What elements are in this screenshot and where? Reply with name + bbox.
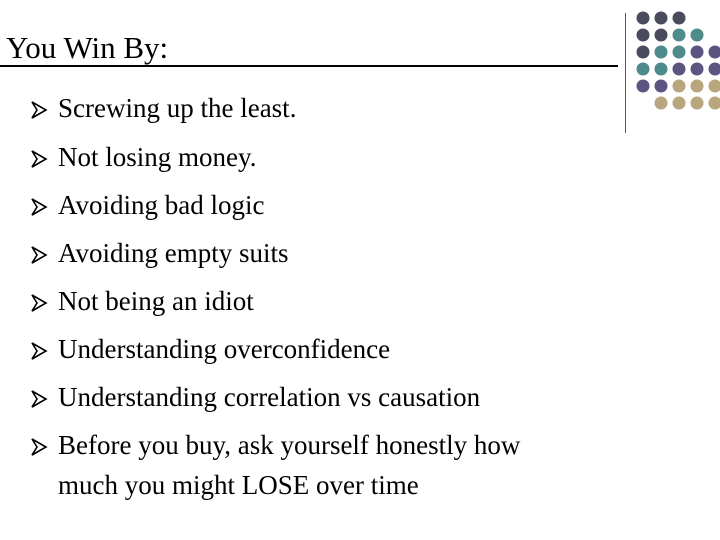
slide-title: You Win By: [6, 30, 169, 65]
decorative-dot [655, 97, 668, 110]
list-item-continuation [30, 465, 630, 505]
list-item [30, 88, 630, 128]
arrowhead-bullet-icon [30, 435, 58, 459]
decorative-dot [691, 80, 704, 93]
decorative-dot [673, 97, 686, 110]
decorative-dot [673, 80, 686, 93]
decorative-dot [637, 46, 650, 59]
decorative-dot [673, 63, 686, 76]
decorative-dot [691, 29, 704, 42]
list-item [30, 185, 630, 225]
arrowhead-bullet-icon [30, 243, 58, 267]
decorative-dot [691, 97, 704, 110]
decorative-dot [673, 46, 686, 59]
decorative-dot [673, 12, 686, 25]
arrowhead-bullet-icon [30, 291, 58, 315]
decorative-dot [691, 63, 704, 76]
decorative-dot [637, 29, 650, 42]
list-item [30, 137, 630, 177]
arrowhead-bullet-icon [30, 98, 58, 122]
decorative-dot [637, 63, 650, 76]
arrowhead-bullet-icon [30, 147, 58, 171]
arrowhead-bullet-icon [30, 339, 58, 363]
decorative-dot [655, 46, 668, 59]
decorative-dot [709, 97, 720, 110]
decorative-dot [709, 63, 720, 76]
bullet-text: Not losing money. [58, 142, 257, 172]
arrowhead-bullet-icon [30, 387, 58, 411]
bullet-text: Before you buy, ask yourself honestly how [58, 430, 521, 460]
decorative-dot [655, 29, 668, 42]
list-item [30, 281, 630, 321]
bullet-text: Avoiding empty suits [58, 238, 289, 268]
bullet-text: much you might LOSE over time [58, 470, 419, 500]
list-item [30, 233, 630, 273]
bullet-text: Understanding correlation vs causation [58, 382, 481, 412]
list-item [30, 425, 630, 465]
decorative-dot [655, 63, 668, 76]
bullet-text: Screwing up the least. [58, 93, 297, 123]
decorative-dot [637, 80, 650, 93]
decorative-dot [673, 29, 686, 42]
decorative-dot [709, 80, 720, 93]
bullet-text: Not being an idiot [58, 286, 254, 316]
list-item [30, 329, 630, 369]
decorative-dot [655, 80, 668, 93]
decorative-dot [637, 12, 650, 25]
decorative-dot [655, 12, 668, 25]
decorative-dot [709, 46, 720, 59]
bullet-text: Avoiding bad logic [58, 190, 265, 220]
bullet-text: Understanding overconfidence [58, 334, 391, 364]
decorative-dot [691, 46, 704, 59]
list-item [30, 377, 630, 417]
arrowhead-bullet-icon [30, 195, 58, 219]
